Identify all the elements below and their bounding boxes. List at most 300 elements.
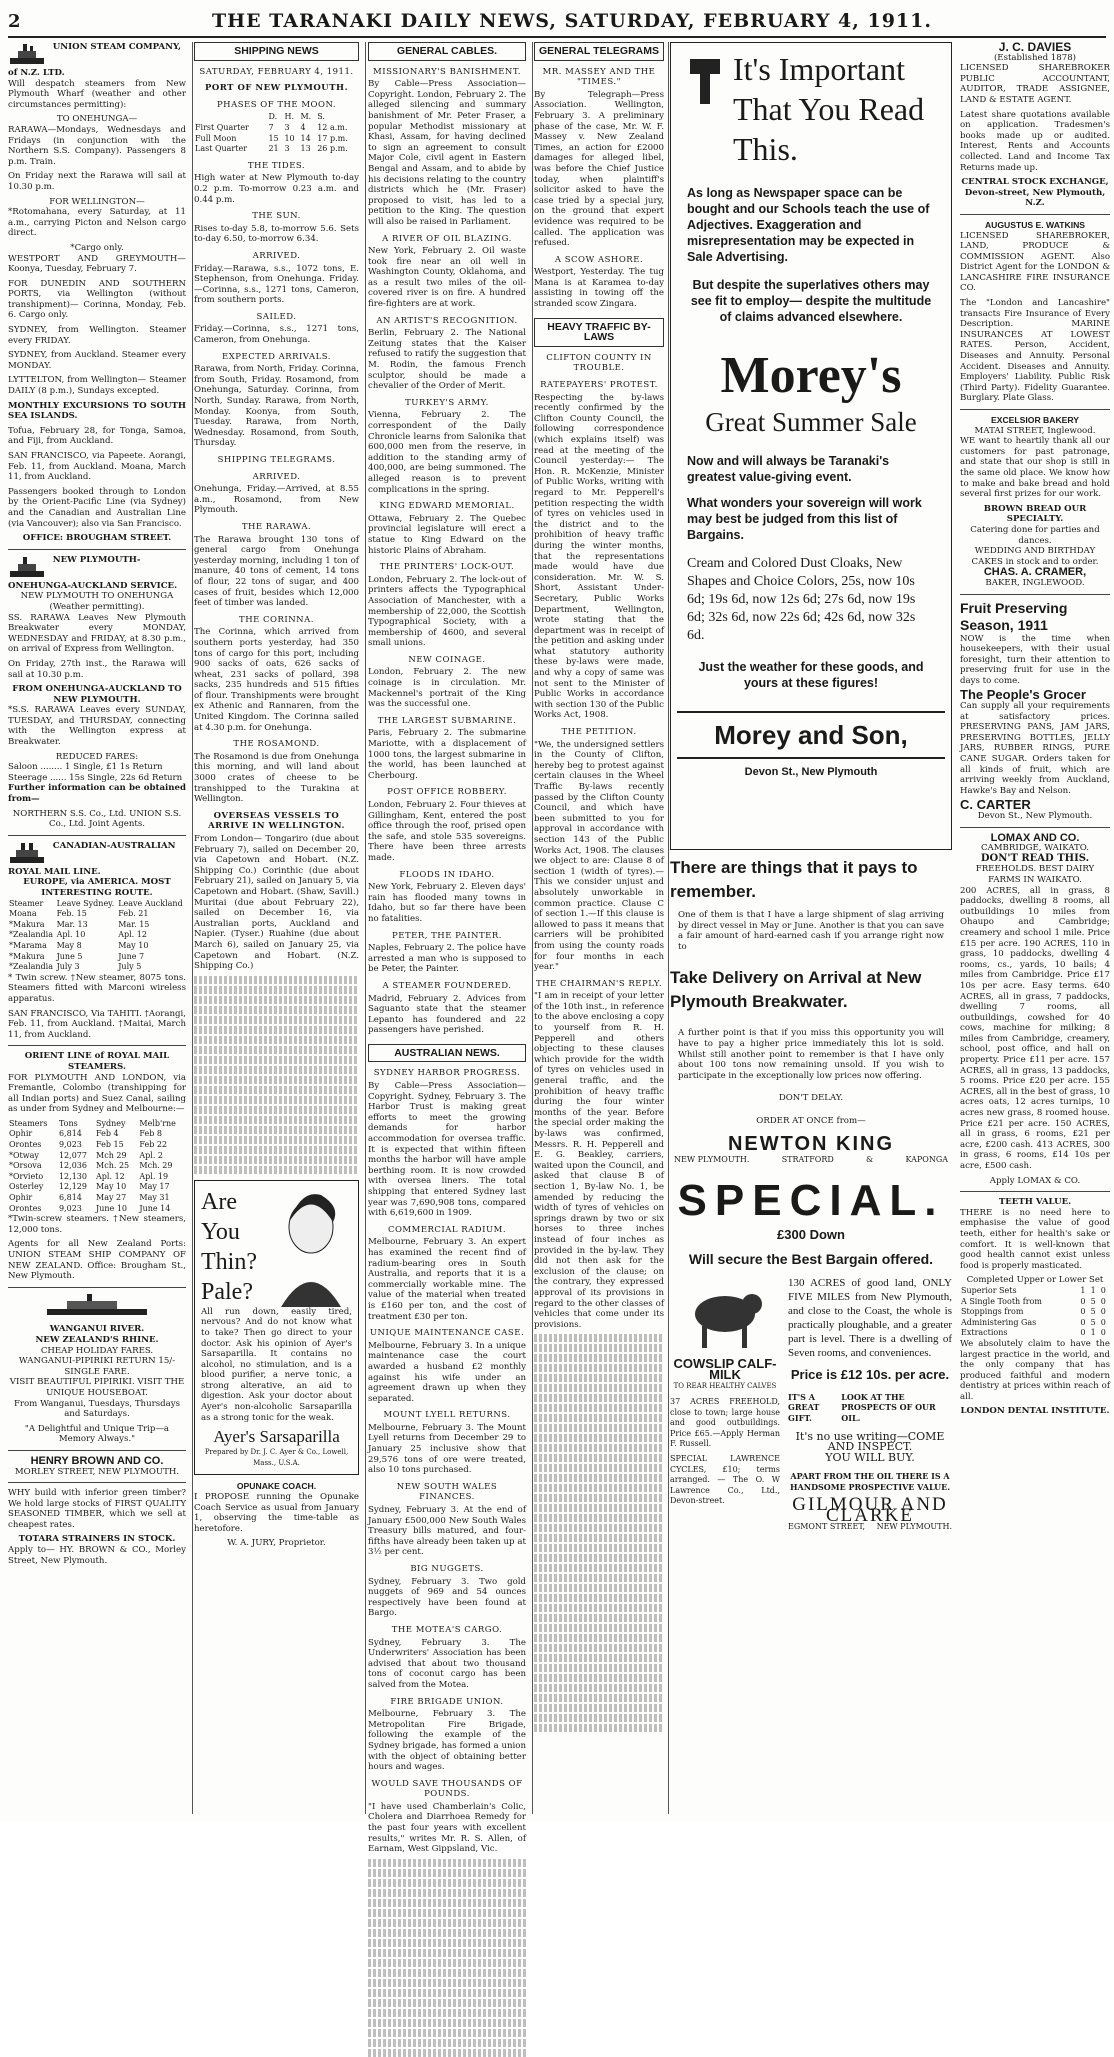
table-cell: 6,814: [58, 1193, 82, 1203]
table-cell: 3: [284, 122, 290, 132]
fruit-text: NOW is the time when housekeepers, with their usual foresight, turn their attention to preserving fruit for use in the days to come.: [960, 633, 1110, 686]
further-info: Further information can be obtained from—: [8, 783, 186, 805]
table-row: [8, 1182, 186, 1193]
passengers-note: Passengers booked through to London by the Orient-Pacific Line (via Sydney) and the Canadian and Australian Line (via Vancouver); also via San Francisco.: [8, 486, 186, 529]
dont-read-this: DON'T READ THIS.: [980, 852, 1090, 864]
telegrams-text: Onehunga, Friday.—Arrived, at 8.55 a.m., Rosamond, from New Plymouth.: [194, 484, 359, 516]
cramer-sub: BAKER, INGLEWOOD.: [985, 577, 1085, 588]
story-text: Melbourne, February 3. The Metropolitan Fire Brigade, following the example of the Sydney brigade, has formed a union with the object of obtaining better hours and wages.: [368, 1709, 526, 1773]
table-cell: Feb 4: [96, 1129, 119, 1139]
story-heading: THE CHAIRMAN'S REPLY.: [535, 978, 663, 989]
table-cell: 10: [284, 133, 295, 143]
story-heading: TURKEY'S ARMY.: [405, 397, 489, 408]
table-header-cell: Tons: [58, 1118, 78, 1128]
general-telegrams-heading: GENERAL TELEGRAMS: [534, 42, 664, 61]
story-text: Paris, February 2. The submarine Mariotte, with a displacement of 1000 tons, the largest submarine in the world, has been launched at Cherbourg.: [368, 728, 526, 781]
table-header-cell: Sydney: [96, 1118, 126, 1128]
table-cell: 13: [300, 144, 311, 154]
important-line-3: This.: [733, 131, 798, 167]
table-row: [8, 1193, 186, 1204]
masthead: [8, 6, 1106, 38]
things-heading: There are things that it pays to remember.: [670, 858, 918, 901]
table-cell: Orontes: [9, 1203, 42, 1213]
table-cell: 0: [1080, 1317, 1086, 1327]
teeth-text: THERE is no need here to emphasise the value of good teeth, either for health's sake or comfort. It is well-known that good health cannot exist unless food is properly masticated.: [960, 1207, 1110, 1271]
westport-schedule: WESTPORT AND GREYMOUTH— Koonya, Tuesday, February 7.: [8, 253, 186, 275]
table-header-cell: Steamers: [9, 1118, 48, 1128]
cheap-fares: CHEAP HOLIDAY FARES.: [40, 1345, 154, 1356]
table-cell: May 10: [96, 1182, 127, 1192]
table-cell: 12,077: [58, 1150, 87, 1160]
henry-brown-title: HENRY BROWN AND CO.: [30, 1454, 164, 1467]
story-text: New York, February 2. Eleven days' rain has flooded many towns in Idaho, but so far there have been no fatalities.: [368, 882, 526, 924]
morey-name: Morey's: [720, 347, 902, 404]
table-cell: Osterley: [9, 1182, 44, 1192]
table-cell: Apl. 2: [139, 1150, 164, 1160]
story-text: Sydney, February 3. Two gold nuggets of 969 and 54 ounces respectively have been found at Bargo.: [368, 1576, 526, 1619]
to-onehunga: TO ONEHUNGA—: [56, 114, 138, 125]
story-heading: NEW COINAGE.: [408, 654, 486, 665]
table-cell: 9,023: [58, 1203, 82, 1213]
table-cell: Last Quarter: [195, 144, 248, 154]
canadian-title: CANADIAN-AUSTRALIAN ROYAL MAIL LINE.: [8, 840, 176, 877]
opunake-title: OPUNAKE COACH.: [236, 1481, 317, 1492]
table-cell: 1: [1090, 1285, 1096, 1295]
text-continuation: [368, 1859, 526, 2057]
column-shipping-news: [194, 42, 366, 1814]
acres-ad: [788, 1276, 952, 1533]
expected-heading: EXPECTED ARRIVALS.: [222, 351, 331, 362]
table-row: [960, 1328, 1110, 1339]
rarawa-heading: THE RARAWA.: [241, 521, 312, 532]
story-heading: UNIQUE MAINTENANCE CASE.: [369, 1328, 525, 1339]
table-cell: Mch 29: [96, 1150, 127, 1160]
farm-listings: 200 ACRES, all in grass, 8 paddocks, dwelling 8 rooms, all outbuildings 10 miles from Ohaupo and Cambridge; creamery and school 1 mile. Price £15 per acre. 190 ACRES, 110 in grass, 10 paddocks, dwelling 4 rooms, cs., yards, 10 bails; 4 miles from Cambridge. Price £17 10s per acre. Easy terms. 640 ACRES, all in grass, 7 paddocks, dwelling 7 rooms, all outbuildings, cowshed for 40 cows, machine for milking; 8 miles from Cambridge, creamery, school, post office, and hall on property. Price £11 per acre. 157 ACRES, all in grass, 13 paddocks, 5 rooms. Price £20 per acre. 155 ACRES, all in the best of grass, 10 acres oats, 12 acres turnips, 10 acres new grass, 8 roomed house. Price £21 per acre. 150 ACRES, all in grass, 6 rooms, £21 per acre, £200 cash. 413 ACRES, 300 in grass, 6 rooms, £14 10s per acre, £500 cash.: [960, 885, 1110, 1171]
table-header-cell: [194, 112, 267, 123]
story-heading: PETER, THE PAINTER.: [392, 930, 502, 941]
table-cell: Orontes: [9, 1140, 42, 1150]
things-text: One of them is that I have a large shipment of slag arriving by direct vessel in May or June. Another is that you can save a fair amount of hard-earned cash if you arrange right now to: [678, 910, 944, 952]
ad-maker: Prepared by Dr. J. C. Ayer & Co., Lowell, Mass., U.S.A.: [204, 1448, 349, 1467]
bakery-text: WE want to heartily thank all our customers for past patronage, and state that our shop is still in the same old place. We know how to make and bake bread and hold several first prizes for our work.: [960, 436, 1110, 500]
table-row: [8, 930, 186, 941]
story-text: "We, the undersigned settlers in the County of Clifton, hereby beg to protest against certain clauses in the Wheel Traffic By-laws recently passed by the Clifton County Council, and which have been submitted to you for approval in accordance with section 143 of the Public Works Act, 1908. The clauses we object to are: Clause 8 of section 1 (width of tyres).—This we consider unjust and absolutely unworkable in common practice. Clause C of section 1.—If this clause is allowed to pass it means that carriers will be prohibited from using the county roads for four months in each year.": [534, 739, 664, 973]
table-row: [8, 1172, 186, 1183]
story-heading: FIRE BRIGADE UNION.: [390, 1696, 504, 1707]
story-text: Ottawa, February 2. The Quebec provincial legislature will erect a statue to King Edward on the historic Plains of Abraham.: [368, 513, 526, 556]
story-text: Melbourne, February 3. An expert has examined the recent find of radium-bearing ores in South Australia, and reports that it is a commercially workable mine. The value of the material when treated is £160 per ton, and the cost of treatment £30 per ton.: [368, 1237, 526, 1322]
table-cell: 17 p.m.: [317, 133, 348, 143]
story-text: London, February 2. Four thieves at Gillingham, Kent, entered the post office through the roof, prised open the safe, and stole 535 sovereigns. There have been three arrests made.: [368, 800, 526, 863]
table-cell: 0: [1100, 1307, 1106, 1317]
moon-table: [194, 112, 359, 154]
fares-steerage: Steerage ...... 15s Single, 22s 6d Return: [8, 772, 183, 783]
table-header-cell: S.: [317, 112, 325, 122]
ad-line-you: You: [201, 1218, 240, 1245]
woman-portrait-illustration: [271, 1187, 351, 1307]
cowslip-sub: TO REAR HEALTHY CALVES: [673, 1381, 777, 1390]
story-text: Westport, Yesterday. The tug Mana is at Karamea to-day assisting in towing off the stranded scow Zingara.: [534, 267, 664, 310]
town-label: NEW PLYMOUTH.: [674, 1155, 750, 1165]
morey-son: Morey and Son,: [677, 711, 945, 759]
oil-prospects: LOOK AT THE PROSPECTS OF OUR OIL.: [841, 1391, 936, 1423]
table-cell: First Quarter: [195, 122, 249, 132]
expected-text: Rarawa, from North, Friday. Corinna, from South, Friday. Rosamond, from Onehunga, Saturday. Corinna, from North, Sunday. Rarawa, from North, Monday. Koonya, from South, Tuesday. Rarawa, from North, Wednesday. Rosamond, from South, Thursday.: [194, 364, 359, 449]
great-gift: IT'S A GREAT GIFT.: [788, 1391, 820, 1423]
grocer-text: Can supply all your requirements at satisfactory prices. PRESERVING PANS, JAM JARS, PRESERVING BOTTLES, JELLY JARS, RUBBER RINGS, PURE CANE SUGAR. Orders taken for all kinds of fruit, which are arriving weekly from Auckland, Hawke's Bay and Nelson.: [960, 701, 1110, 796]
rarawa-schedule: RARAWA—Mondays, Wednesdays and Fridays (in conjunction with the Northern S.S. Company). Passengers 8 p.m. Train.: [8, 124, 186, 167]
wanganui-river: WANGANUI RIVER.: [49, 1324, 145, 1335]
davies-established: (Established 1878): [993, 52, 1077, 63]
friday-note: On Friday next the Rarawa will sail at 10.30 p.m.: [8, 171, 186, 192]
table-cell: 5: [1090, 1317, 1096, 1327]
fares-saloon: Saloon ........ 1 Single, £1 1s Return: [8, 762, 163, 773]
davies-name: J. C. DAVIES: [998, 40, 1072, 54]
lomax-address: CAMBRIDGE, WAIKATO.: [980, 843, 1090, 854]
column-shipping-ads: [8, 42, 193, 1814]
union-office: OFFICE: BROUGHAM STREET.: [22, 533, 172, 544]
table-row: [8, 941, 186, 952]
arrived-heading: ARRIVED.: [252, 250, 301, 261]
table-cell: 7: [268, 122, 274, 132]
newton-king: NEWTON KING: [727, 1132, 895, 1155]
from-onehunga: FROM ONEHUNGA-AUCKLAND TO NEW PLYMOUTH.: [12, 684, 182, 705]
story-heading: MOUNT LYELL RETURNS.: [383, 1410, 511, 1421]
dont-delay: DON'T DELAY.: [778, 1093, 844, 1104]
ad-line-pale: Pale?: [201, 1278, 253, 1305]
town-label: STRATFORD: [781, 1155, 834, 1165]
sailed-text: Friday.—Corinna, s.s., 1271 tons, Cameron, from Onehunga.: [194, 324, 359, 346]
ad-brand: Ayer's Sarsaparilla: [213, 1427, 340, 1447]
for-wellington: FOR WELLINGTON—: [49, 196, 145, 207]
story-text: Respecting the by-laws recently confirmed by the Clifton County Council, the following correspondence (which explains itself) was read at the meeting of the Council yesterday:— The Hon. R. McKenzie, Minister of Public Works, writing with regard to Mr. Pepperell's petition respecting the width of tyres on vehicles used in the district and to the prohibition of heavy traffic during the winter months, that the representations made would have due consideration. Mr. W. S. Short, Assistant Under-Secretary, Public Works Department, Wellington, wrote stating that the department was in receipt of the petition and asking under what statutory authority these by-laws were made, and why a copy of same was not sent to the Minister of Public Works in accordance with section 130 of the Public Works Act, 1908.: [534, 392, 664, 721]
story-heading: AN ARTIST'S RECOGNITION.: [376, 315, 518, 326]
column-classifieds: [960, 42, 1110, 1814]
table-cell: *Marama: [9, 940, 47, 950]
table-cell: May 27: [96, 1193, 127, 1203]
rosamond-heading: THE ROSAMOND.: [233, 739, 320, 750]
table-row: [960, 1297, 1110, 1308]
acres-text: 130 ACRES of good land, ONLY FIVE MILES from New Plymouth, and close to the Coast, the whole is practically ploughable, and a greater part is level. There is a dwelling of Seven rooms, and conveniences.: [788, 1276, 952, 1359]
text-continuation: [194, 976, 359, 1174]
story-heading: BIG NUGGETS.: [410, 1564, 484, 1574]
important-line-1: It's Important: [733, 51, 905, 87]
table-cell: Apl. 19: [139, 1171, 169, 1181]
further-point: A further point is that if you miss this opportunity you will have to pay a higher price immediately this lot is sold. Whilst still another point to remember is that I have only about 100 tons now remaining unsold. If you wish to participate in the exceptionally low prices now offering.: [678, 1028, 944, 1081]
column-general-telegrams: [534, 42, 669, 1814]
brown-bread: BROWN BREAD OUR SPECIALTY.: [983, 503, 1087, 525]
table-cell: Apl. 12: [96, 1171, 125, 1181]
tides-heading: THE TIDES.: [247, 160, 306, 171]
story-text: Naples, February 2. The police have arrested a man who is supposed to be Peter, the Painter.: [368, 943, 526, 975]
rosamond-text: The Rosamond is due from Onehunga this morning, and will land about 3000 crates of cheese to be transhipped to the Turakina at Wellington.: [194, 751, 359, 805]
table-row: [8, 952, 186, 963]
table-header-cell: Leave Sydney.: [56, 898, 115, 908]
page-number: 2: [8, 10, 21, 32]
dunedin-schedule: FOR DUNEDIN AND SOUTHERN PORTS, via Wellington (without transhipment)— Corinna, Monday, Feb. 6. Cargo only.: [8, 278, 186, 321]
table-row: [960, 1307, 1110, 1318]
table-cell: 12,130: [58, 1171, 87, 1181]
moon-heading: PHASES OF THE MOON.: [216, 99, 337, 110]
story-heading: THE LARGEST SUBMARINE.: [377, 715, 517, 726]
story-text: Madrid, February 2. Advices from Saguanto state that the steamer Lepanto has foundered and 22 passengers have perished.: [368, 993, 526, 1036]
table-cell: June 14: [139, 1203, 171, 1213]
table-cell: 1: [1090, 1328, 1096, 1338]
table-header-cell: Leave Auckland: [118, 898, 183, 908]
watkins-name: AUGUSTUS E. WATKINS: [984, 219, 1086, 230]
order-at-once: ORDER AT ONCE from—: [756, 1115, 866, 1126]
apply-to: Apply to— HY. BROWN & CO., Morley Street, New Plymouth.: [8, 1545, 186, 1566]
address-line: NEW PLYMOUTH.: [876, 1521, 952, 1531]
ad-line-thin: Thin?: [201, 1248, 257, 1275]
peoples-grocer: The People's Grocer: [960, 687, 1086, 703]
table-cell: 12,036: [58, 1161, 87, 1171]
three-hundred-down: £300 Down: [777, 1226, 845, 1242]
tahiti-schedule: SAN FRANCISCO, Via TAHITI. †Aorangi, Feb. 11, from Auckland. †Maitai, March 11, from Auckland.: [8, 1008, 186, 1040]
table-cell: Stoppings from: [961, 1307, 1024, 1317]
table-row: [8, 1129, 186, 1140]
table-row: [8, 1204, 186, 1215]
table-header-cell: M.: [300, 112, 312, 122]
text-continuation: [534, 1334, 664, 1732]
canadian-sub: EUROPE, via AMERICA. MOST INTERESTING ROUTE.: [23, 877, 171, 898]
story-text: Vienna, February 2. The correspondent of the Daily Chronicle learns from Salonika that 600,000 men from the reserve, in addition to the standing army of 400,000, are being summoned. The alleged reason is to prevent complications in the spring.: [368, 410, 526, 495]
nz-rhine: NEW ZEALAND'S RHINE.: [35, 1334, 159, 1345]
table-cell: 12,129: [58, 1182, 87, 1192]
table-cell: May 10: [118, 940, 149, 950]
fruit-season: Fruit Preserving Season, 1911: [960, 599, 1068, 633]
corinna-heading: THE CORINNA.: [239, 614, 314, 625]
visit-pipiriki: VISIT BEAUTIFUL PIPIRIKI. VISIT THE UNIQUE HOUSEBOAT.: [9, 1377, 185, 1398]
story-text: By Cable—Press Association—Copyright. London, February 2. The alleged silencing and summary banishment of Mr. Peter Fraser, a popular Methodist missionary at Khasi, Assam, for having declined to sign an agreement to consult Major Cole, civil agent in Eastern Bengal and Assam, and to abide by his decisions relating to the country districts which he (Mr. Fraser) proposed to visit, has led to a petition to the King. The question will also be raised in Parliament.: [368, 79, 526, 227]
table-row: [194, 123, 359, 134]
story-heading: THE MOTEA'S CARGO.: [391, 1624, 503, 1635]
table-cell: 21: [268, 144, 279, 154]
sun-text: Rises to-day 5.8, to-morrow 5.6. Sets to-day 6.50, to-morrow 6.34.: [194, 223, 359, 245]
table-cell: 15: [268, 133, 279, 143]
table-row: [194, 144, 359, 155]
return-fare: WANGANUI-PIPIRIKI RETURN 15/- SINGLE FARE.: [18, 1356, 176, 1377]
price-heading: Completed Upper or Lower Set: [966, 1275, 1104, 1286]
table-cell: Full Moon: [195, 133, 237, 143]
table-cell: 9,023: [58, 1140, 82, 1150]
column-advertisements: [670, 42, 952, 1814]
lomax-apply: Apply LOMAX & CO.: [989, 1175, 1081, 1186]
table-cell: 1: [1080, 1285, 1086, 1295]
table-cell: Ophir: [9, 1129, 33, 1139]
orient-table: [8, 1119, 186, 1214]
catering: Catering done for parties and dances.: [970, 524, 1100, 546]
steamship-icon: [8, 841, 46, 867]
table-header-cell: Steamer: [9, 898, 44, 908]
story-text: London, February 2. The lock-out of printers affects the Typographical Association of Manchester, with a membership of 22,000, the Scottish Typographical Society, with a membership of 4600, and several small unions.: [368, 574, 526, 649]
table-cell: Feb 22: [139, 1140, 168, 1150]
overseas-text: From London— Tongariro (due about February 7), sailed on December 20, via Capetown and Hobart. (N.Z. Shipping Co.) Corinthic (due about February 21), sailed on January 5, via Capetown and Hobart. (Shaw, Savill.) Muritai (due about February 22), sailed on December 16, via Australian ports, Auckland and Napier. (Tyser.) Ruahine (due about March 6), sailed on January 25, via Capetown and Hobart. (N.Z. Shipping Co.): [194, 834, 359, 972]
dental-price-table: [960, 1286, 1110, 1339]
cowslip-ad: [670, 1276, 780, 1533]
watkins-text-2: The "London and Lancashire" transacts Fire Insurance of Every Description. MARINE INSURANCES AT LOWEST RATES. Person, Accident, Diseases and Annuity. Personal Accident. Diseases and Annuity. Employers' Liability. Public Risk (Third Party). Fidelity Guarantee. Burglary. Plate Glass.: [960, 298, 1110, 404]
story-heading: WOULD SAVE THOUSANDS OF POUNDS.: [371, 1778, 523, 1800]
story-text: Melbourne, February 3. The Mount Lyell returns from December 29 to January 25 inclusive show that 29,576 tons of ore were treated, also 10 tons purchased.: [368, 1422, 526, 1476]
lawrence-cycles: SPECIAL LAWRENCE CYCLES, £10; terms arranged. — The O. W Lawrence Co., Ltd., Devon-street.: [670, 1454, 780, 1506]
cloaks-prices: Cream and Colored Dust Cloaks, New Shapes and Choice Colors, 25s, now 10s 6d; 19s 6d, now 12s 6d; 27s 6d, now 19s 6d; 32s 6d, now 22s 6d; 42s 6d, now 32s 6d.: [687, 556, 916, 643]
from-rarawa: *S.S. RARAWA Leaves every SUNDAY, TUESDAY, and THURSDAY, connecting with the Wellington express at Breakwater.: [8, 705, 186, 748]
table-header-cell: D.: [268, 112, 278, 122]
story-heading: NEW SOUTH WALES FINANCES.: [396, 1481, 498, 1503]
table-cell: Mch. 29: [139, 1161, 173, 1171]
story-text: By Telegraph—Press Association. Wellington, February 3. A preliminary phase of the case, Mr. W. F. Massey v. New Zealand Times, an action for £2000 damages for alleged libel, was before the Chief Justice today, when plaintiff's solicitor asked to have the case tried by a special jury, on the ground that expert evidence was required to be called. The application was refused.: [534, 89, 664, 249]
fares-title: REDUCED FARES:: [55, 751, 139, 762]
table-cell: A Single Tooth from: [961, 1296, 1042, 1306]
corinna-text: The Corinna, which arrived from southern ports yesterday, had 350 tons of cargo for this port, including 900 sacks of oats, 626 sacks of wheat, 231 sacks of pollard, 398 sacks, 235 hundreds and 515 fifties of flour. Transhipments were brought ex Athenic and Rannaren, from the United Kingdom. The Corinna sailed at 4.30 p.m. for Onehunga.: [194, 627, 359, 733]
opunake-signature: W. A. JURY, Proprietor.: [227, 1538, 326, 1549]
davies-address: CENTRAL STOCK EXCHANGE, Devon-street, New Plymouth, N.Z.: [961, 177, 1109, 209]
cowslip-title: COWSLIP CALF-MILK: [673, 1356, 777, 1382]
special-heading: SPECIAL.: [677, 1175, 945, 1225]
carter-address: Devon St., New Plymouth.: [977, 811, 1093, 821]
freeholds: FREEHOLDS. BEST DAIRY FARMS IN WAIKATO.: [975, 864, 1095, 885]
table-cell: 14: [300, 133, 311, 143]
acres-37: 37 ACRES FREEHOLD, close to town; large house and good outbuildings. Price £65.—Apply Herman F. Russell.: [670, 1397, 780, 1449]
town-label: KAPONGA: [905, 1155, 948, 1165]
ad-line-are: Are: [201, 1188, 237, 1215]
story-heading: A STEAMER FOUNDERED.: [382, 980, 512, 991]
table-cell: Mar. 13: [56, 919, 88, 929]
table-cell: 0: [1100, 1285, 1106, 1295]
overseas-heading: OVERSEAS VESSELS TO ARRIVE IN WELLINGTON.: [208, 810, 345, 832]
gift-row: [788, 1392, 952, 1424]
telegrams-arrived: ARRIVED.: [252, 471, 301, 482]
best-bargain: Will secure the Best Bargain offered.: [688, 1250, 934, 1267]
canadian-note: * Twin screw. †New steamer, 8075 tons. Steamers fitted with Marconi wireless apparatus.: [8, 972, 186, 1004]
sailed-heading: SAILED.: [256, 311, 297, 322]
table-cell: 0: [1100, 1317, 1106, 1327]
lomax-name: LOMAX AND CO.: [990, 831, 1080, 844]
story-heading: THE PRINTERS' LOCK-OUT.: [379, 562, 515, 573]
story-text: "I have used Chamberlain's Colic, Cholera and Diarrhoea Remedy for the past four years with excellent results," writes Mr. R. S. Allen, of Earnam, West Gippsland, Vic.: [368, 1801, 526, 1855]
table-row: [8, 1151, 186, 1162]
no-writing: It's no use writing—COME AND INSPECT.: [795, 1429, 945, 1454]
morey-ad: [670, 42, 952, 850]
table-cell: Moana: [9, 909, 37, 919]
orient-agents: Agents for all New Zealand Ports: UNION STEAM SHIP COMPANY OF NEW ZEALAND. Office: Brougham St., New Plymouth.: [8, 1239, 186, 1282]
table-cell: 3: [284, 144, 290, 154]
dental-institute: LONDON DENTAL INSTITUTE.: [960, 1406, 1110, 1417]
table-cell: Apl. 12: [118, 930, 147, 940]
table-header-row: [8, 899, 186, 910]
table-cell: 4: [300, 122, 306, 132]
summer-sale: Great Summer Sale: [705, 407, 917, 437]
tides-text: High water at New Plymouth to-day 0.2 p.m. To-morrow 0.23 a.m. and 0.44 p.m.: [194, 173, 359, 205]
table-cell: *Makura: [9, 951, 45, 961]
story-heading: SYDNEY HARBOR PROGRESS.: [373, 1068, 521, 1079]
table-cell: June 7: [118, 951, 145, 961]
watkins-text: LICENSED SHAREBROKER, LAND, PRODUCE & COMMISSION AGENT. Also District Agent for the LONDON & LANCASHIRE FIRE INSURANCE CO.: [960, 230, 1110, 294]
table-row: [8, 1161, 186, 1172]
sanfran-schedule: SAN FRANCISCO, via Papeete. Aorangi, Feb. 11, from Auckland. Moana, March 11, from Auckland.: [8, 451, 186, 483]
story-text: New York, February 2. Oil waste took fire near an oil well in Washington County, Oklahoma, and as a result two miles of the oil-covered river is on fire. A hundred fire-fighters are at work.: [368, 246, 526, 310]
np-sub: NEW PLYMOUTH TO ONEHUNGA (Weather permitting).: [20, 591, 174, 612]
cargo-only: *Cargo only.: [70, 242, 124, 253]
story-heading: A SCOW ASHORE.: [554, 254, 644, 265]
story-heading: MISSIONARY'S BANISHMENT.: [373, 66, 521, 77]
joint-agents: NORTHERN S.S. Co., Ltd. UNION S.S. Co., Ltd. Joint Agents.: [12, 808, 182, 830]
morey-address: Devon St., New Plymouth: [744, 766, 878, 778]
table-cell: *Orvieto: [9, 1171, 44, 1181]
table-cell: *Zealandia: [9, 930, 53, 940]
rotomahana-schedule: *Rotomahana, every Saturday, at 11 a.m., carrying Picton and Nelson cargo direct.: [8, 207, 186, 239]
table-cell: *Makura: [9, 919, 45, 929]
story-heading: KING EDWARD MEMORIAL.: [379, 501, 515, 512]
shipping-news-heading: SHIPPING NEWS: [194, 42, 359, 61]
ad-body: All run down, easily tired, nervous? And do not know what to take? Then go direct to your doctor. Ask his opinion of Ayer's Sarsaparilla. It contains no alcohol, no stimulation, and is a blood purifier, a nerve tonic, a strong alterative, an aid to digestion. Ask your doctor about Ayer's non-alcoholic Sarsaparilla as a strong tonic for the weak.: [201, 1306, 352, 1423]
table-cell: June 5: [56, 951, 83, 961]
story-text: By Cable—Press Association—Copyright. Sydney, February 3. The Harbor Trust is making great efforts to meet the growing demands for harbor accommodation for oversea traffic. It is expected that within fifteen months the harbor will have ample berthing room. It is now crowded with oversea liners. The total shipping that entered Sydney last year was 7,690,908 tons, compared with 6,619,600 in 1909.: [368, 1081, 526, 1219]
general-cables-heading: GENERAL CABLES.: [368, 42, 526, 61]
opunake-text: I PROPOSE running the Opunake Coach Service as usual from January 1, observing the time-table as heretofore.: [194, 1492, 359, 1534]
story-text: London, February 2. The new coinage is in circulation. Mr. Mackennel's portrait of the King was the successful one.: [368, 667, 526, 710]
port-heading: PORT OF NEW PLYMOUTH.: [204, 83, 349, 94]
steamship-icon: [8, 42, 46, 68]
story-text: Sydney, February 3. The Underwriters' Association has been advised that about two thousand tons of coconut cargo has been salved from the Motea.: [368, 1637, 526, 1690]
riverboat-illustration: [8, 1293, 186, 1325]
important-text: As long as Newspaper space can be bought and our Schools teach the use of Adjectives. Exaggeration and misrepresentation may be expected in Sale Advertising.: [687, 186, 930, 264]
table-cell: May 17: [139, 1182, 170, 1192]
price-per-acre: Price is £12 10s. per acre.: [790, 1366, 950, 1382]
tofua-schedule: Tofua, February 28, for Tonga, Samoa, and Fiji, from Auckland.: [8, 425, 186, 447]
rarawa-text: The Rarawa brought 130 tons of general cargo from Onehunga yesterday morning, including 1 ton of manure, 40 tons of cement, 14 tons of flour, 22 tons of sugar, and 400 cases of fruit, besides which 12,000 feet of timber was landed.: [194, 534, 359, 609]
table-cell: 5: [1090, 1307, 1096, 1317]
apart-from-oil: APART FROM THE OIL THERE IS A HANDSOME PROSPECTIVE VALUE.: [789, 1471, 950, 1492]
story-subheading: RATEPAYERS' PROTEST.: [540, 380, 658, 391]
gilmour-clarke: GILMOUR AND CLARKE: [792, 1494, 948, 1527]
table-row: [960, 1318, 1110, 1329]
table-header-row: [194, 112, 359, 123]
table-header-cell: H.: [284, 112, 294, 122]
story-heading: CLIFTON COUNTY IN TROUBLE.: [546, 352, 652, 374]
table-cell: Feb 8: [139, 1129, 162, 1139]
town-label: &: [866, 1155, 874, 1165]
np-rarawa: SS. RARAWA Leaves New Plymouth Breakwater every MONDAY, WEDNESDAY and FRIDAY, at 8.30 p.m., on arrival of Express from Wellington.: [8, 612, 186, 655]
table-row: [8, 909, 186, 920]
union-intro: Will despatch steamers from New Plymouth Wharf (weather and other circumstances permitting):: [8, 78, 186, 110]
teeth-text-2: We absolutely claim to have the largest practice in the world, and the only company that has produced faithful and modern dentistry at prices within reach of all.: [960, 1338, 1110, 1402]
sale-text: Now and will always be Taranaki's greatest value-giving event.: [687, 454, 890, 484]
table-row: [8, 920, 186, 931]
table-cell: 0: [1080, 1328, 1086, 1338]
table-cell: 26 p.m.: [317, 144, 348, 154]
table-cell: Ophir: [9, 1193, 33, 1203]
calf-illustration: [670, 1276, 780, 1356]
table-cell: Administering Gas: [961, 1317, 1037, 1327]
lyttelton-schedule: LYTTELTON, from Wellington— Steamer DAILY (8 p.m.), Sundays excepted.: [8, 375, 186, 397]
table-row: [194, 134, 359, 145]
story-text: Melbourne, February 3. In a unique maintenance case the court awarded a husband £2 monthly against his wife under an agreement drawn up when they separated.: [368, 1340, 526, 1404]
australian-news-heading: AUSTRALIAN NEWS.: [368, 1044, 526, 1063]
table-cell: *Otway: [9, 1150, 39, 1160]
table-cell: 0: [1080, 1307, 1086, 1317]
story-heading: FLOODS IN IDAHO.: [399, 869, 495, 880]
table-cell: Mch. 25: [96, 1161, 130, 1171]
davies-text: LICENSED SHAREBROKER PUBLIC ACCOUNTANT, AUDITOR, TRADE ASSIGNEE, LAND & ESTATE AGENT.: [960, 63, 1110, 105]
arrived-text: Friday.—Rarawa, s.s., 1072 tons, E. Stephenson, from Onehunga. Friday.—Corinna, s.s., 1271 tons, Cameron, from southern ports.: [194, 263, 359, 306]
important-text-2: But despite the superlatives others may see fit to employ— despite the multitude of claims advanced elsewhere.: [690, 278, 932, 324]
np-service-title: NEW PLYMOUTH-ONEHUNGA-AUCKLAND SERVICE.: [8, 554, 178, 591]
story-heading: COMMERCIAL RADIUM.: [387, 1224, 507, 1235]
riverboat-icon: [42, 1293, 152, 1321]
orient-sub: FOR PLYMOUTH AND LONDON, via Fremantle, Colombo (transhipping for all Indian ports) and Suez Canal, sailing as under from Sydney and Melbourne:—: [8, 1072, 186, 1115]
story-heading: MR. MASSEY AND THE "TIMES.": [542, 66, 656, 88]
